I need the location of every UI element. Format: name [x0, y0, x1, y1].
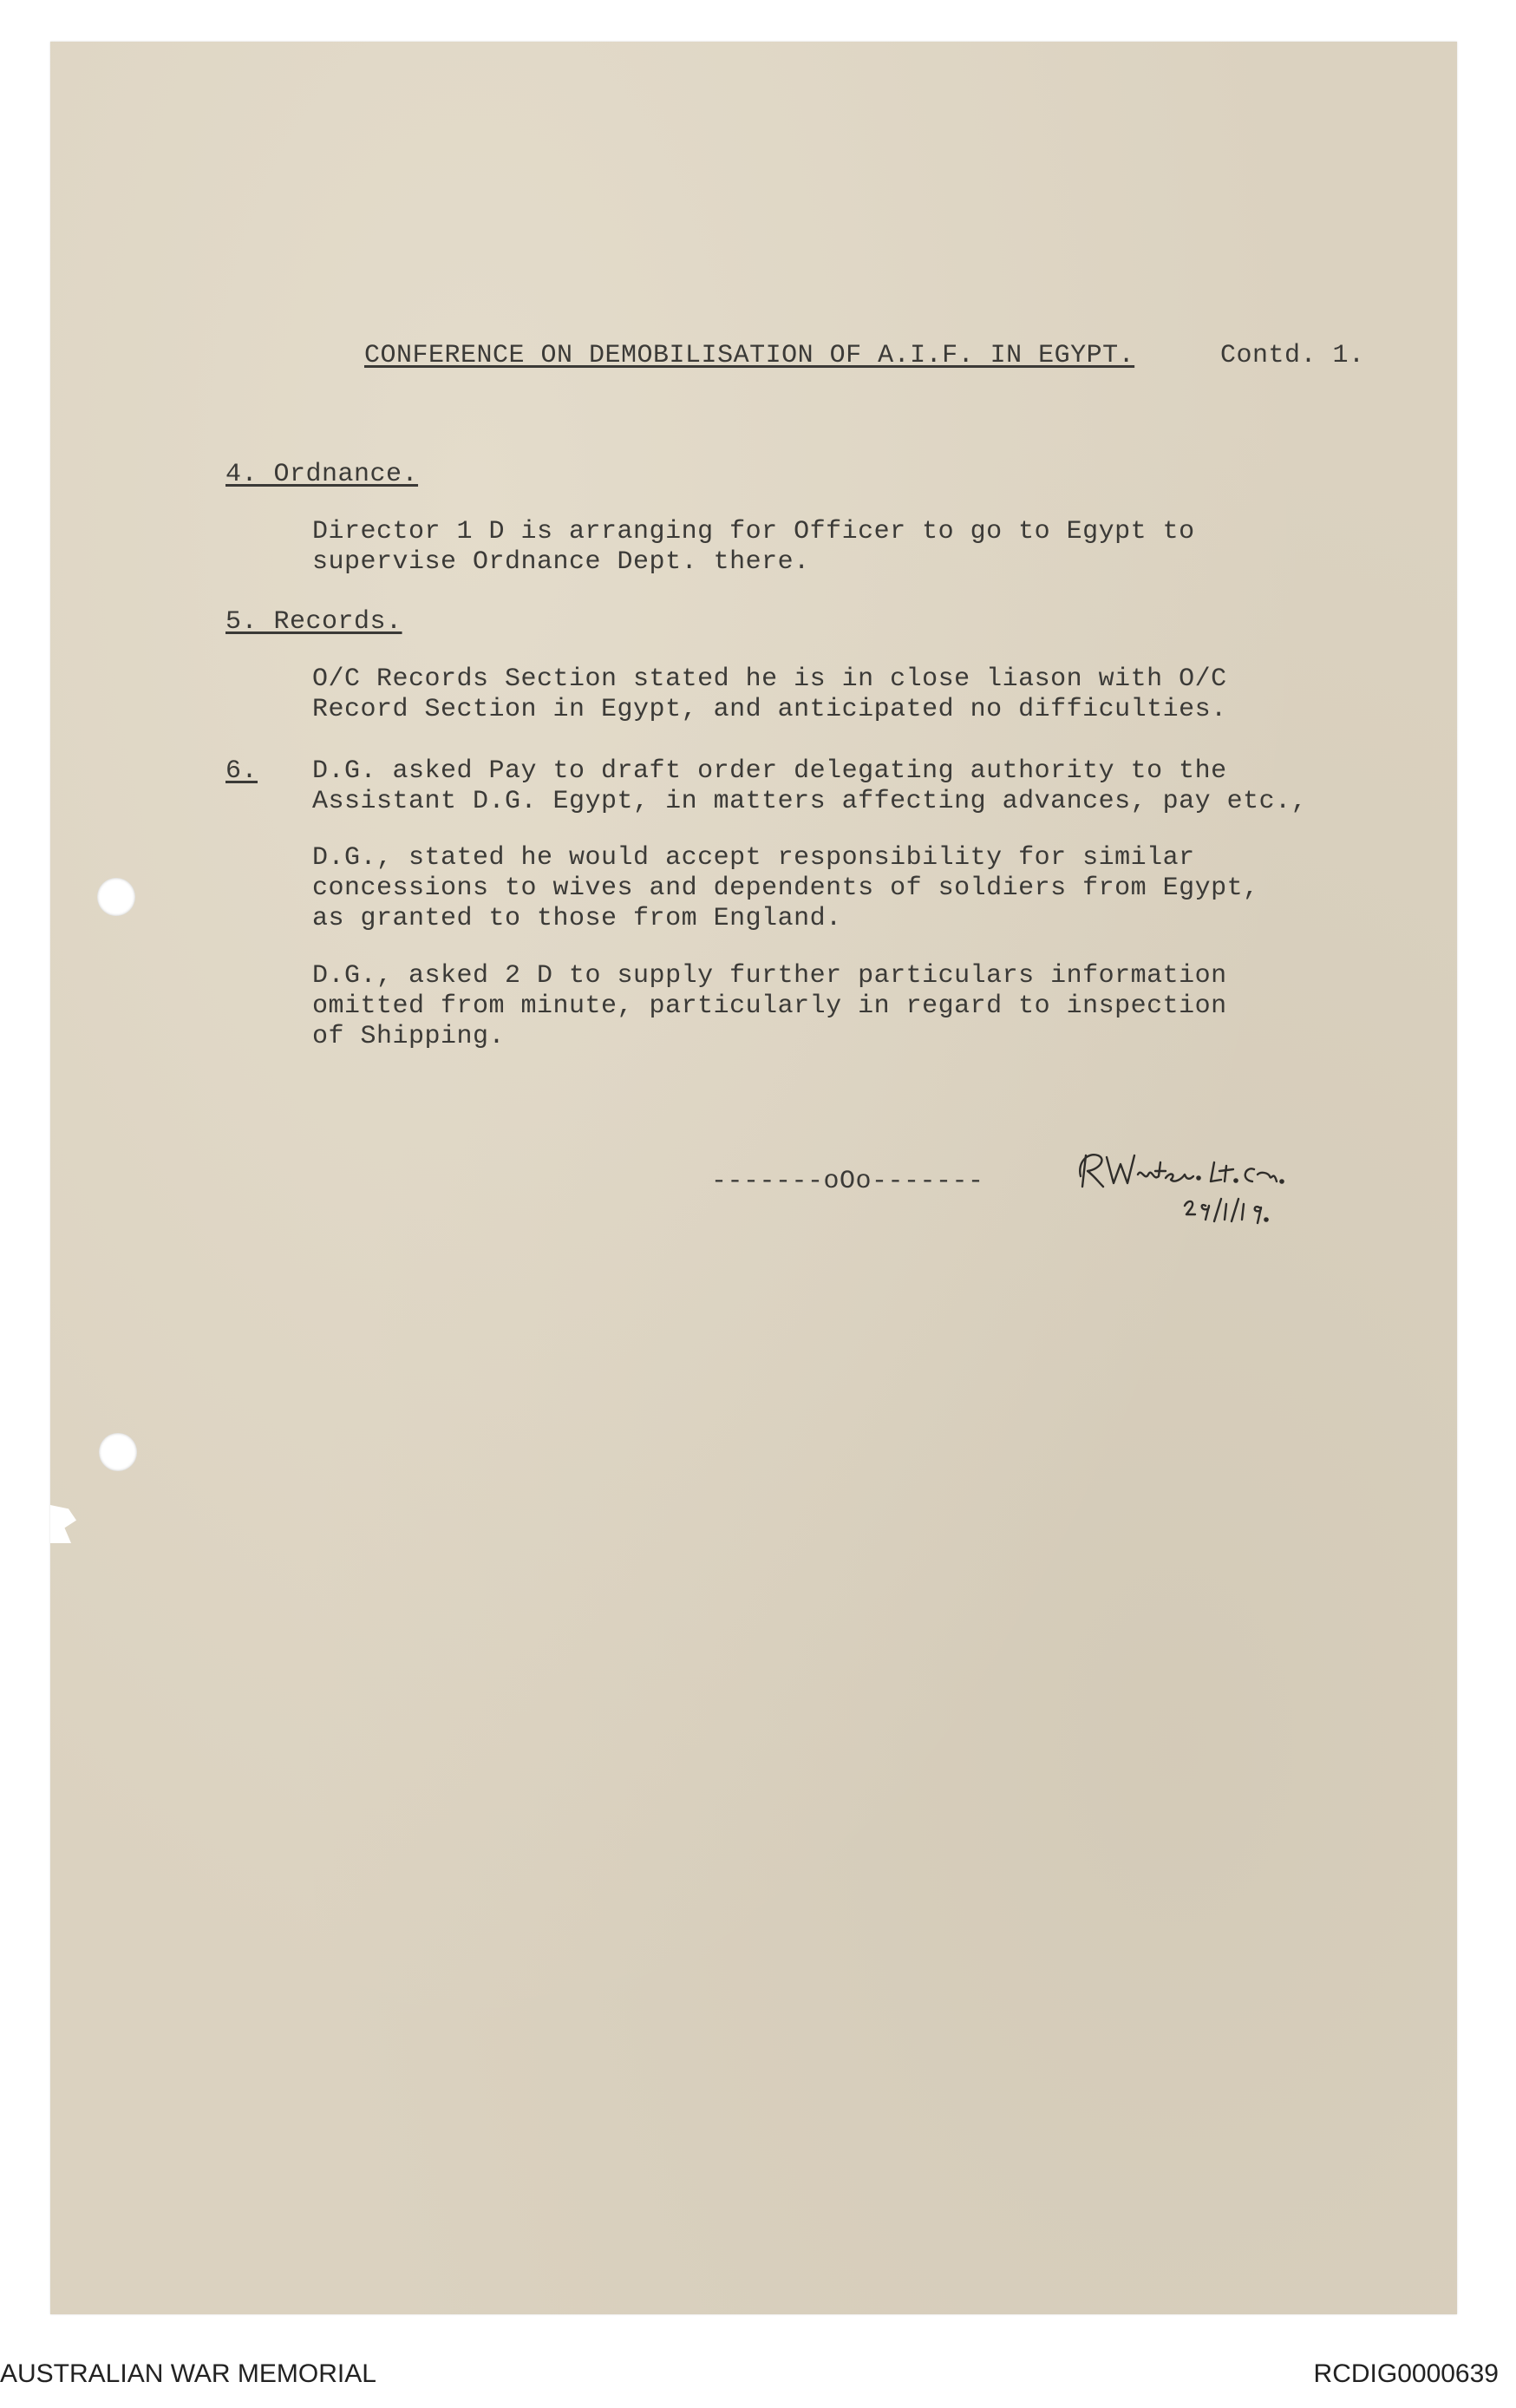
- section-6-paragraph-2: [312, 843, 1259, 934]
- text-line: D.G., asked 2 D to supply further particulars information: [312, 961, 1227, 991]
- text-line: omitted from minute, particularly in regard to inspection: [312, 991, 1227, 1021]
- text-line: O/C Records Section stated he is in close liason with O/C: [312, 664, 1227, 694]
- text-line: supervise Ordnance Dept. there.: [312, 547, 810, 577]
- text-line: Director 1 D is arranging for Officer to go to Egypt to: [312, 517, 1195, 546]
- punch-hole: [97, 878, 135, 916]
- section-4-title: 4. Ordnance.: [225, 460, 419, 489]
- end-separator: -------oOo-------: [711, 1167, 984, 1196]
- punch-hole: [99, 1433, 137, 1471]
- text-line: D.G. asked Pay to draft order delegating authority to the: [312, 756, 1227, 786]
- section-4-body: [312, 517, 1195, 578]
- section-5-title: 5. Records.: [225, 607, 402, 637]
- section-6-paragraph-3: [312, 961, 1227, 1052]
- footer-institution: AUSTRALIAN WAR MEMORIAL: [0, 2359, 376, 2388]
- text-line: of Shipping.: [312, 1022, 506, 1051]
- handwritten-signature: [1068, 1136, 1311, 1232]
- text-line: as granted to those from England.: [312, 904, 842, 933]
- footer-identifier: RCDIG0000639: [1313, 2359, 1499, 2388]
- text-line: concessions to wives and dependents of soldiers from Egypt,: [312, 874, 1259, 903]
- section-6-paragraph-1: [312, 756, 1307, 817]
- text-line: D.G., stated he would accept responsibility for similar: [312, 843, 1195, 873]
- text-line: Assistant D.G. Egypt, in matters affecting advances, pay etc.,: [312, 787, 1308, 816]
- document-heading: CONFERENCE ON DEMOBILISATION OF A.I.F. IN EGYPT.: [364, 341, 1135, 370]
- section-6-number: 6.: [225, 756, 258, 786]
- continuation-label: Contd. 1.: [1220, 341, 1365, 370]
- section-5-body: [312, 664, 1227, 725]
- text-line: Record Section in Egypt, and anticipated no difficulties.: [312, 695, 1227, 724]
